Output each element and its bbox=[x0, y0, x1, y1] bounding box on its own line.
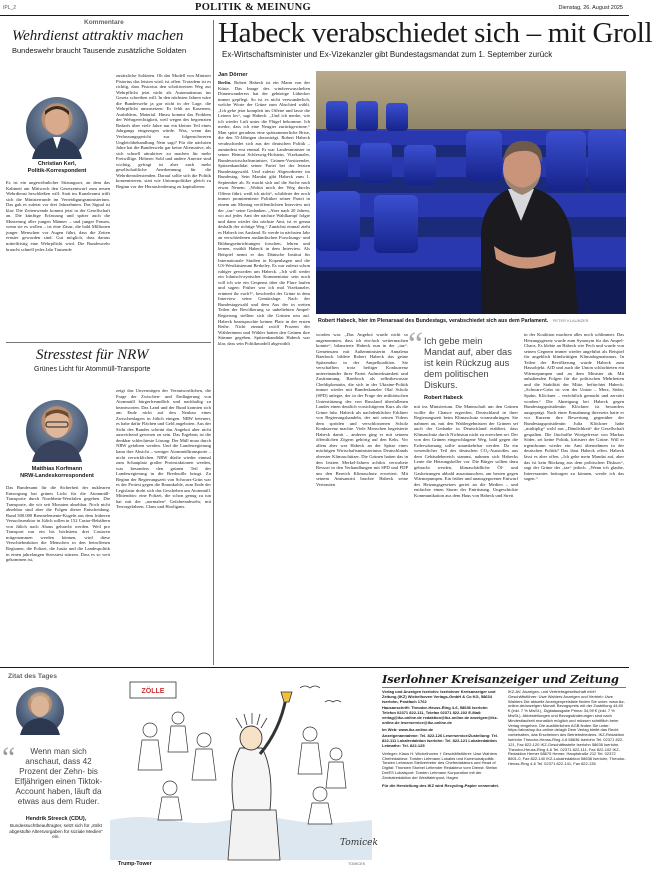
nrw-headline: Stresstest für NRW bbox=[36, 347, 149, 363]
quote-of-day-note: Bundessuchtbeauftragter, setzt sich für „strikt abgestufte Altersvorgaben für soziale Medien“ ein. bbox=[9, 823, 103, 839]
cartoon bbox=[110, 670, 378, 860]
photo-caption: Robert Habeck, hier im Plenarsaal des Bundestags, verabschiedet sich aus dem Parlament. PETER KLAUNZER bbox=[318, 318, 589, 324]
lead-column-3: mit ins Ministerium. Die Mannschaft um den Grünen wollte die Chance ergreifen, Deutschland in ihrer Regierungszeit beim Klimaschutz voranzubringen. Sie nahmen an, mit den Wahlergebnissen der Grünen sei auch der Gedanke in Deutschland etabliert, dass Klimaschutz durch Nichtstun nicht zu erreichen sei. Der von den Grünen eingeschlagene Weg, bald gegen die Erderwärmung sollte unumkehrbar werden. Da ein wesentlicher Teil des deutschen CO₂-Ausstoßes aus dem Gebäudebereich stammt, nahmen sich Habecks Leute die Heizungskeller vor. Die Bürger sollten dazu gebracht werden, klimaschädliche Öl- und Gasheizungen abbald auszutauschen, am besten gegen Wärmepumpen. Ein früher und unausgegorener Entwurf des Heizungsgesetzes geriet an die Medien – und entfachte einen Sturm der Entrüstung. Ungeschickte Kommunikation aus dem Haus von Habeck und Streit bbox=[414, 404, 518, 498]
nrw-column-1: Das Bundesamt für die Sicherheit der nuklearen Entsorgung hat grünes Licht für die Atommüll-Transporte durch Nordrhein-Westfalen gegeben. Die Transporte, die wir seit Monaten absehbar. Noch nicht absehbar sind aber die Folgen dieser Entscheidung. Rund 300.000 Brennelemente-Kugeln aus dem früheren Versuchsreaktor in Jülich sollen in 152 Castor-Behältern von Jülich nach Ahaus gebracht werden. Weil pro Transport nur ein bis höchstens drei Castoren mitgenommen werden können, wird diese Verschiebeaktion die Menschen in den betroffenen Regionen, die Polizei, die Justiz und die Landespolitik in einen jahrelangen Stresstest stürzen. Dass es so weit gekommen ist, bbox=[6, 485, 110, 563]
cartoon-credit: TOMICEK bbox=[348, 862, 366, 866]
lead-column-2: worden war. „Das Angebot wurde nicht so angenommen, dass ich ein-fach weitermachen konnte“, bilanzierte Habeck nun in der „taz“. Gemeinsam mit Außenministerin Annalena Baerbock bildete Robert Habeck das grüne Spitzenduo in der Ampelkoalition. Sie verschafften trotz heftiger Konkurrenz untereinander ihrer Partei Aufmerksamkeit und Zustimmung. Baerbock als selbstbewusste Chefdiplomatin, die sich in der Ukraine-Politik immer wieder mit Bundeskanzler Olaf Scholz (SPD) anlegte, der in der Frage der militärischen Unterstützung des von Russland überfallenen Landes einen deutlich vorsichtigeren Kurs als die Grüne fuhr. Habeck als nachdenklicher Erklärer von Regierungshandeln, der mit seinen Videos dem spröden und verschlossenen Scholz Konkurrenz machte. Viele Menschen begeisterte Habeck damit – anderen ging er mit seinem öffentlichen Zögern gehörig auf den Keks. Vor allem aber war Habeck an der Spitze eines mächtigen Wirtschaftsministeriums Deutschlands oberster Klimaschützer. Die Grünen hatten das in den letzten Merkel-Jahren achtlos verwaltete Ressort in den Verhandlungen mit SPD und FDP um den Bereich Klimaschutz erweitert. Mit seinem Amtsantritt brachte Habeck seine Vertrauten bbox=[316, 332, 408, 487]
issue-date: Dienstag, 26. August 2025 bbox=[558, 5, 623, 11]
author-portrait-kerl bbox=[26, 97, 88, 159]
comments-kicker: Kommentare bbox=[84, 19, 124, 26]
quote-of-day-text: Wenn man sich anschaut, dass 42 Prozent der Zehn- bis Elfjährigen einen Tiktok-Account haben, läuft da etwas aus dem Ruder. bbox=[14, 747, 103, 806]
lead-photo bbox=[316, 71, 626, 314]
quote-of-day-kicker: Zitat des Tages bbox=[8, 673, 57, 680]
cartoon-signature: Tomicek bbox=[340, 838, 378, 848]
author-portrait-korfmann bbox=[26, 400, 88, 462]
author-name: Christian Kerl, bbox=[37, 161, 77, 167]
section-title: POLITIK & MEINUNG bbox=[195, 2, 311, 13]
quote-of-day-author: Hendrik Streeck (CDU), bbox=[25, 816, 87, 822]
comment-subheadline: Bundeswehr braucht Tausende zusätzliche Soldaten bbox=[12, 46, 187, 55]
comment-headline: Wehrdienst attraktiv machen bbox=[12, 28, 184, 44]
cartoon-sign-text: ZÖLLE bbox=[141, 688, 165, 695]
quote-mark-icon: “ bbox=[2, 741, 16, 774]
pull-quote-text: Ich gebe mein Mandat auf, aber das ist kein Rückzug aus dem politischen Diskurs. bbox=[424, 336, 512, 390]
author-caption-kerl bbox=[2, 161, 112, 174]
nrw-column-2: zeigt das Unvermögen der Verantwortlichen, die Frage der Zwischen- und Endlagerung von Atommüll bürgerfreundlich und nachhaltig zu beantworten. Das Land und der Bund konnten sich am Ende nicht auf den Neubau eines Zwischenlagers in Jülich einigen. NRW beteuert, es habe dafür Flächen und Geld angeboten. Aus der Sicht des Bundes scheint das Angebot aber nicht ausreichend gewesen zu sein. Das Ergebnis ist die denkbar schlechteste Lösung: Der Müll muss durch NRW gefahren werden. Und die Landesregierung kann ihre Absicht – weniger Atommülltransporte – nicht verwirklichen. NRW dürfte wieder einmal zum Schauplatz großer Protestaktionen werden, was besonders den grünen Teil der Landesregierung in die Bredouille bringt. Zu Beginn der Regierungszeit von Schwarz-Grün war es der Protest gegen die Braunkohle, zum Ende der Legislatur droht sich das Geschehen um Atommüll. Mittendrin: eine Polizei, die schon genug zu tun hat mit der „normalen“ Gefahrenabwehr, mit Terrorgefahren, Clans und Hooligans. bbox=[116, 388, 211, 510]
cartoon-caption: Trump-Tower bbox=[118, 861, 152, 867]
author-portrait-streeck bbox=[16, 687, 64, 735]
comment-column-1: Es ist ein ungewöhnlicher Sitzungsort, an dem das Kabinett am Mittwoch den Gesetzentwurf zum neuen Wehrdienst beschließen will: Statt im Kanzleramt trifft sich die Ministerrunde im Verteidigungsministerium. Das gab es zuletzt vor drei Jahrzehnten. Das Signal ist klar: Die Zeitenwende kommt jetzt in der Gesellschaft an. Die künftige Erfassung und später auch die Musterung aller jungen Männer – und junger Frauen, wenn sie es wollen – ist eine Zäsur, die bald Millionen junger Menschen vor Augen führt, dass die Zeiten ernster geworden sind. Gut möglich, dass daraus mittelfristig eine Wehrpflicht wird. Die Bundeswehr braucht schnell jedes Jahr Tausende bbox=[6, 180, 110, 252]
pull-quote bbox=[408, 326, 514, 401]
page-code: IPL_2 bbox=[3, 5, 17, 11]
quote-of-day-box bbox=[0, 669, 108, 872]
author-caption-korfmann: Matthias Korfmann NRW-Landeskorrespondent bbox=[20, 466, 94, 479]
lead-column-1: Berlin. Robert Habeck ist ein Mann von der Küste. Das Image des windverwuschelten Dünenwanderers hat der gebürtige Lübecker immer gepflegt. So ist es nicht verwunderlich, welche Worte der Grüne zum Abschied wählt. „Ich gehe jetzt komplett ins Offene und lasse die Leinen los“, sagt Habeck. „Und ich merke, wie ich wieder Luft unter die Flügel bekomme. Ich merke, dass ich eine Neugier zurückgewinne.“ Man spürt geradezu eine spätsommerliche Brise, die den 55-Jährigen davonträgt. Robert Habeck verabschiedet sich aus der deutschen Politik – zumindest erst einmal. Er war Landesminister in seiner Heimat Schleswig-Holstein, Vizekanzler, Bundeswirtschaftsminister, Grünen-Vorsitzender, Spitzenkandidat seiner Partei bei der letzten Bundestagswahl. Und zuletzt Abgeordneter im Bundestag. Sein Mandat gibt Habeck zum 1. September ab. Er macht sich auf die Suche nach etwas Neuem. „Wohin mich der Weg durchs Offene führt, weiß ich nicht“, schilderte der noch immer prominenteste Politiker seiner Partei in einem am Montag veröffentlichten Interview mit der „taz“ seine Gedanken. „Aber nach 20 Jahren, wo auf jedes Amt der nächste Wahlkampf folgte und dann wieder das nächste Amt, ist er genau deshalb der richtige Weg.“ Zunächst einmal zieht es Habeck ins Ausland. Er werde in nächsten Jahr an verschiedenen ausländischen Forschungs- und Bildungseinrichtungen forschen, lehren und lernen, erzählt Habeck in dem Interview. Als Beispiel nennt er das Dänische Institut für Internationale Studien in Kopenhagen und die US-Westküstenuni Berkeley. Es war zuletzt schon ruhiger geworden um Habeck. „Ich will weder ein lohnisch-zynischer Kommentator sein noch will ich wie ein Gespenst über die Flure laufen und sagen: Früher war ich mal Vizekanzler, erinnert ihr euch?“, beschreibt der Grüne in dem Interview seine Gemütslage. Nach der Bundestagswahl und dem Aus der in weiten Teilen der Bevölkerung so unbeliebten Ampel-Regierung stellten sich die Grünen neu auf. Habeck beanspruchte keinen Platz in der ersten Reihe. Nicht einmal zwölf Prozent der Wählerinnen und Wähler hatten den Grünen ihre Stimme gegeben. Spitzenkandidat Habeck war klar, dass sein Politikmodell abgewählt bbox=[218, 80, 310, 346]
imprint-publisher: Verlag und Anzeigen Iserlohn: Iserlohner Kreisanzeiger und Zeitung (IKZ) Wichelhoven Verlags-GmbH & Co KG, 58634 Iserlohn, Postfach 1762 Hausanschrift: Theodor-Heuss-Ring 4-6, 58636 Iserlohn Telefon 02371 822-111, Telefax 02371 822-102 E-Mail: verlag@ikz-online.de redaktion@ikz-online.de anzeigen@ikz-online.de leserservice@ikz-online.de Im Web: www.ikz-online.de Anzeigenannahme: Tel. 822-126 Leserservice/Zustellung: Tel. 822-111 Lokalredaktion Iserlohn: Tel. 822-121 Lokalredaktion Letmathe: Tel. 822-125 Verleger: Klaus H. Wichelhoven † Geschäftsführer: Uwe Wahlers Chefredakteur: Torsten Lehmann Lokales und Kommunalpolitik: Torsten Lehmann Stellvertreter des Chefredakteurs und Head of Digital: Thorsten Storbel Leitender Redakteur vom Dienst: Stefan DreES Lokalsport: Torsten Lehmann Korporation mit der Zentralredaktion der Westfalenpost, Hagen Für die Herstellung des IKZ wird Recycling-Papier verwendet. bbox=[382, 689, 499, 788]
lead-author: Jan Dörner bbox=[218, 72, 248, 78]
masthead: Iserlohner Kreisanzeiger und Zeitung bbox=[382, 672, 619, 686]
lead-column-4: in der Koalition machten alles noch schlimmer. Das Heizungsgesetz wurde zum Synonym für das Ampel-Chaos. Es klebte an Habeck wie Pech und wurde von seinen Gegnern immer wieder angeführt als Beispiel für angeblich blindwütigen Klimadogmatismus. In Teilen der Bevölkerung wurde Habeck zum Hassobjekt. AfD und auch die Union schlachteten ein Wärmepumpen und an dem Minister ab. Mit anhaltenden Folgen für die politischen Mehrheiten und die Stabilität der Mitte, befürchtet Habeck: „Schwarz-Grün ist von der Union – Merz, Söder, Spahn, Klöckner – verächtlich gemacht und zerstört worden.“ Die Abneigung bei Habeck gegen Bundestagspräsidentin Klöckner ist besonders ausgeprägt. Nach einer Ermahnung ihrerseits hatte er vor Kurzem ihre Bewertung gegenüber der Bundestagspräsidentin Julia Klöckner habe „multiplig“ wohl aus „Dämlichkeit“ die Gesellschaft gespalten. Die Jäschaffte Wortgefresse von Markus Söder, sei keine Politik, kritisiert der Grüne. Will er irgendwann wieder ein Amt übernehmen in der deutschen Politik? Das lässt Habeck offen. Habeck lässt es aber offen. „Ich gehe mein Mandat auf, aber das ist kein Rückzug aus dem politischen Diskurs“, sagt der Grüne der „taz“ jedoch. „Wenn ich glaube, Interessantes beitragen zu können, werde ich das sagen.“ bbox=[524, 332, 624, 482]
imprint bbox=[378, 670, 628, 870]
photo-credit: PETER KLAUNZER bbox=[552, 318, 589, 323]
imprint-advertising: IKZ-AV, Anzeigen- und Vertriebsgesellschaft mbH Geschäftsführer: Uwe Wahlers Anzeigen und Vertrieb: Uwe Wahlers Die aktuelle Anzeigenpreisliste finden Sie unter: www.ikz-online.de/anzeigen Monatl. Bezugspreis mit der Zustellung 44,60 € (inkl. 7 % MwSt.), Digitalausgabe Prima: 34,99 € (inkl. 7 % MwSt.). Abbestellungen und Bezugsänderungen sind nach Mindestlaufzeit monatlich möglich und müssen schriftlich beim Verlag eingehen. Die ausführlichen AGB finden Sie unter: https://aboshop.ikz-online.de/agb Dem Verlag bleibt das Recht vorbehalten, das Erscheinen des Betriebsfriedens. IKZ-Redaktion Iserlohn Theodor-Heuss-Ring 4-6 58636 Iserlohn Tel. 02371 822-121, Fax 822-120 IKZ-Geschäftsstelle Iserlohn 58636 Iserlohn, Theodor-Heuss-Ring 4-6 Tel. 02371 822-111, Fax 822-102 IKZ-Redaktion Hemer 58675 Hemer, Hauptstraße 212 Tel. 02372 8601-0, Fax 822-140 IKZ-Lokalredaktion 58636 Iserlohn, Theodor-Heuss-Ring 4-6 Tel. 02371 822-141, Fax 822-135 bbox=[508, 689, 626, 766]
comment-column-2: zusätzliche Soldaten. Ob das Modell von Minister Pistorius das leisten wird, ist offen. Trotzdem ist es richtig, dass Pistorius den schrittweisen Weg zur Wehrpflicht jetzt nicht als Automatismus ins Gesetz schreiben will. In den nächsten Jahren wäre die Bundeswehr ja gar nicht in der Lage, die Wehrpflicht umzusetzen: Es fehlt an Kasernen, Ausbildern, Material. Hinzu kommt das Problem der Wehrgerechtigkeit, weil wegen des begrenzten Bedarfs über viele Jahre nur ein kleiner Teil eines Jahrgangs eingezogen würde. Was, wenn das Verfassungsgericht zur folgenschweren Ungleichbehandlung Nein sagt? Für die nächsten Jahre hat die Bundeswehr gar keine Alternative, als sich schnell attraktiver zu machen für mehr Freiwillige. Höherer Sold und andere Anreize sind wichtig, gefragt ist aber auch mehr gesellschaftliche Anerkennung für die Wehrdienstleistenden. Darauf sollte sich die Politik konzentrieren, statt wie Unionspolitiker gleich zu Beginn vor der Herausforderung zu kapitulieren. bbox=[116, 73, 211, 189]
pull-quote-author: Robert Habeck bbox=[424, 395, 463, 401]
lead-subheadline: Ex-Wirtschaftsminister und Ex-Vizekanzler gibt Bundestagsmandat zum 1. September zurück bbox=[222, 50, 553, 59]
author-role: Politik-Korrespondent bbox=[27, 167, 87, 174]
lead-headline: Habeck verabschiedet sich – mit Groll bbox=[218, 17, 652, 49]
quote-mark-icon: “ bbox=[408, 326, 424, 363]
nrw-subheadline: Grünes Licht für Atommüll-Transporte bbox=[34, 366, 151, 373]
